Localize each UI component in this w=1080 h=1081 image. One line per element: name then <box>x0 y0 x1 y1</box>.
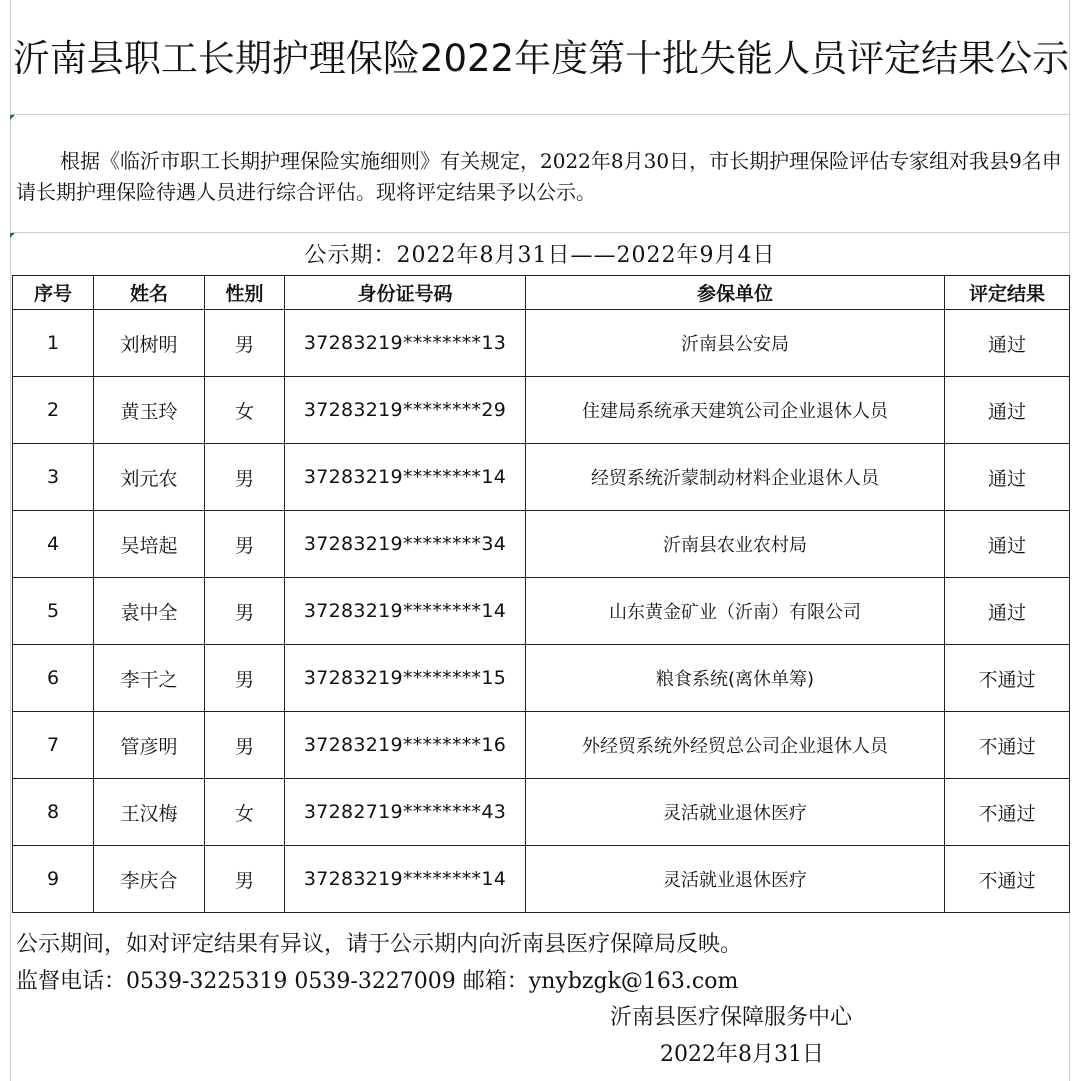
cell-name: 李庆合 <box>94 846 205 913</box>
cell-gender: 男 <box>205 578 285 645</box>
cell-name: 袁中全 <box>94 578 205 645</box>
table-row <box>13 712 1070 779</box>
issuer-signature: 沂南县医疗保障服务中心 <box>610 1005 853 1030</box>
cell-insured-unit: 沂南县农业农村局 <box>526 511 945 578</box>
cell-result: 不通过 <box>945 645 1070 712</box>
divider <box>10 232 1070 233</box>
cell-index: 9 <box>13 846 94 913</box>
cell-result: 不通过 <box>945 846 1070 913</box>
cell-id-number: 37283219********15 <box>285 645 526 712</box>
header-name: 姓名 <box>94 276 205 310</box>
cell-index: 3 <box>13 444 94 511</box>
cell-id-number: 37283219********14 <box>285 578 526 645</box>
cell-result: 通过 <box>945 578 1070 645</box>
cell-index: 8 <box>13 779 94 846</box>
cell-name: 管彦明 <box>94 712 205 779</box>
cell-id-number: 37283219********13 <box>285 310 526 377</box>
table-row <box>13 846 1070 913</box>
header-insured-unit: 参保单位 <box>526 276 945 310</box>
cell-id-number: 37283219********34 <box>285 511 526 578</box>
header-result: 评定结果 <box>945 276 1070 310</box>
table-row <box>13 578 1070 645</box>
cell-name: 李干之 <box>94 645 205 712</box>
results-table <box>12 275 1070 913</box>
cell-id-number: 37283219********14 <box>285 444 526 511</box>
cell-id-number: 37283219********29 <box>285 377 526 444</box>
table-row <box>13 779 1070 846</box>
table-row <box>13 444 1070 511</box>
cell-insured-unit: 住建局系统承天建筑公司企业退休人员 <box>526 377 945 444</box>
cell-index: 7 <box>13 712 94 779</box>
cell-gender: 男 <box>205 444 285 511</box>
header-gender: 性别 <box>205 276 285 310</box>
cell-index: 1 <box>13 310 94 377</box>
objection-notice: 公示期间，如对评定结果有异议，请于公示期内向沂南县医疗保障局反映。 <box>16 932 743 957</box>
cell-marker <box>10 115 15 120</box>
cell-insured-unit: 沂南县公安局 <box>526 310 945 377</box>
cell-id-number: 37282719********43 <box>285 779 526 846</box>
cell-name: 黄玉玲 <box>94 377 205 444</box>
cell-id-number: 37283219********16 <box>285 712 526 779</box>
contact-info: 监督电话：0539-3225319 0539-3227009 邮箱：ynybzgk@163.com <box>16 969 739 994</box>
cell-index: 4 <box>13 511 94 578</box>
cell-index: 5 <box>13 578 94 645</box>
issue-date: 2022年8月31日 <box>660 1042 824 1067</box>
cell-insured-unit: 灵活就业退休医疗 <box>526 779 945 846</box>
cell-insured-unit: 山东黄金矿业（沂南）有限公司 <box>526 578 945 645</box>
cell-index: 2 <box>13 377 94 444</box>
cell-gender: 女 <box>205 779 285 846</box>
cell-gender: 女 <box>205 377 285 444</box>
cell-gender: 男 <box>205 712 285 779</box>
cell-name: 王汉梅 <box>94 779 205 846</box>
cell-insured-unit: 外经贸系统外经贸总公司企业退休人员 <box>526 712 945 779</box>
cell-result: 通过 <box>945 511 1070 578</box>
publicity-period: 公示期：2022年8月31日——2022年9月4日 <box>304 243 776 268</box>
table-header-row <box>13 276 1070 310</box>
cell-gender: 男 <box>205 511 285 578</box>
cell-gender: 男 <box>205 310 285 377</box>
table-row <box>13 645 1070 712</box>
cell-id-number: 37283219********14 <box>285 846 526 913</box>
table-row <box>13 511 1070 578</box>
cell-index: 6 <box>13 645 94 712</box>
divider <box>10 114 1070 115</box>
cell-gender: 男 <box>205 645 285 712</box>
header-index: 序号 <box>13 276 94 310</box>
cell-insured-unit: 灵活就业退休医疗 <box>526 846 945 913</box>
cell-name: 刘元农 <box>94 444 205 511</box>
cell-result: 通过 <box>945 444 1070 511</box>
cell-name: 吴培起 <box>94 511 205 578</box>
cell-result: 不通过 <box>945 779 1070 846</box>
cell-gender: 男 <box>205 846 285 913</box>
cell-result: 通过 <box>945 310 1070 377</box>
page-title: 沂南县职工长期护理保险2022年度第十批失能人员评定结果公示 <box>12 36 1070 80</box>
cell-insured-unit: 粮食系统(离休单筹) <box>526 645 945 712</box>
table-row <box>13 310 1070 377</box>
cell-result: 通过 <box>945 377 1070 444</box>
cell-result: 不通过 <box>945 712 1070 779</box>
header-id-number: 身份证号码 <box>285 276 526 310</box>
table-row <box>13 377 1070 444</box>
cell-insured-unit: 经贸系统沂蒙制动材料企业退休人员 <box>526 444 945 511</box>
intro-paragraph: 根据《临沂市职工长期护理保险实施细则》有关规定，2022年8月30日，市长期护理保险评估专家组对我县9名申请长期护理保险待遇人员进行综合评估。现将评定结果予以公示。 <box>16 149 1062 204</box>
cell-name: 刘树明 <box>94 310 205 377</box>
